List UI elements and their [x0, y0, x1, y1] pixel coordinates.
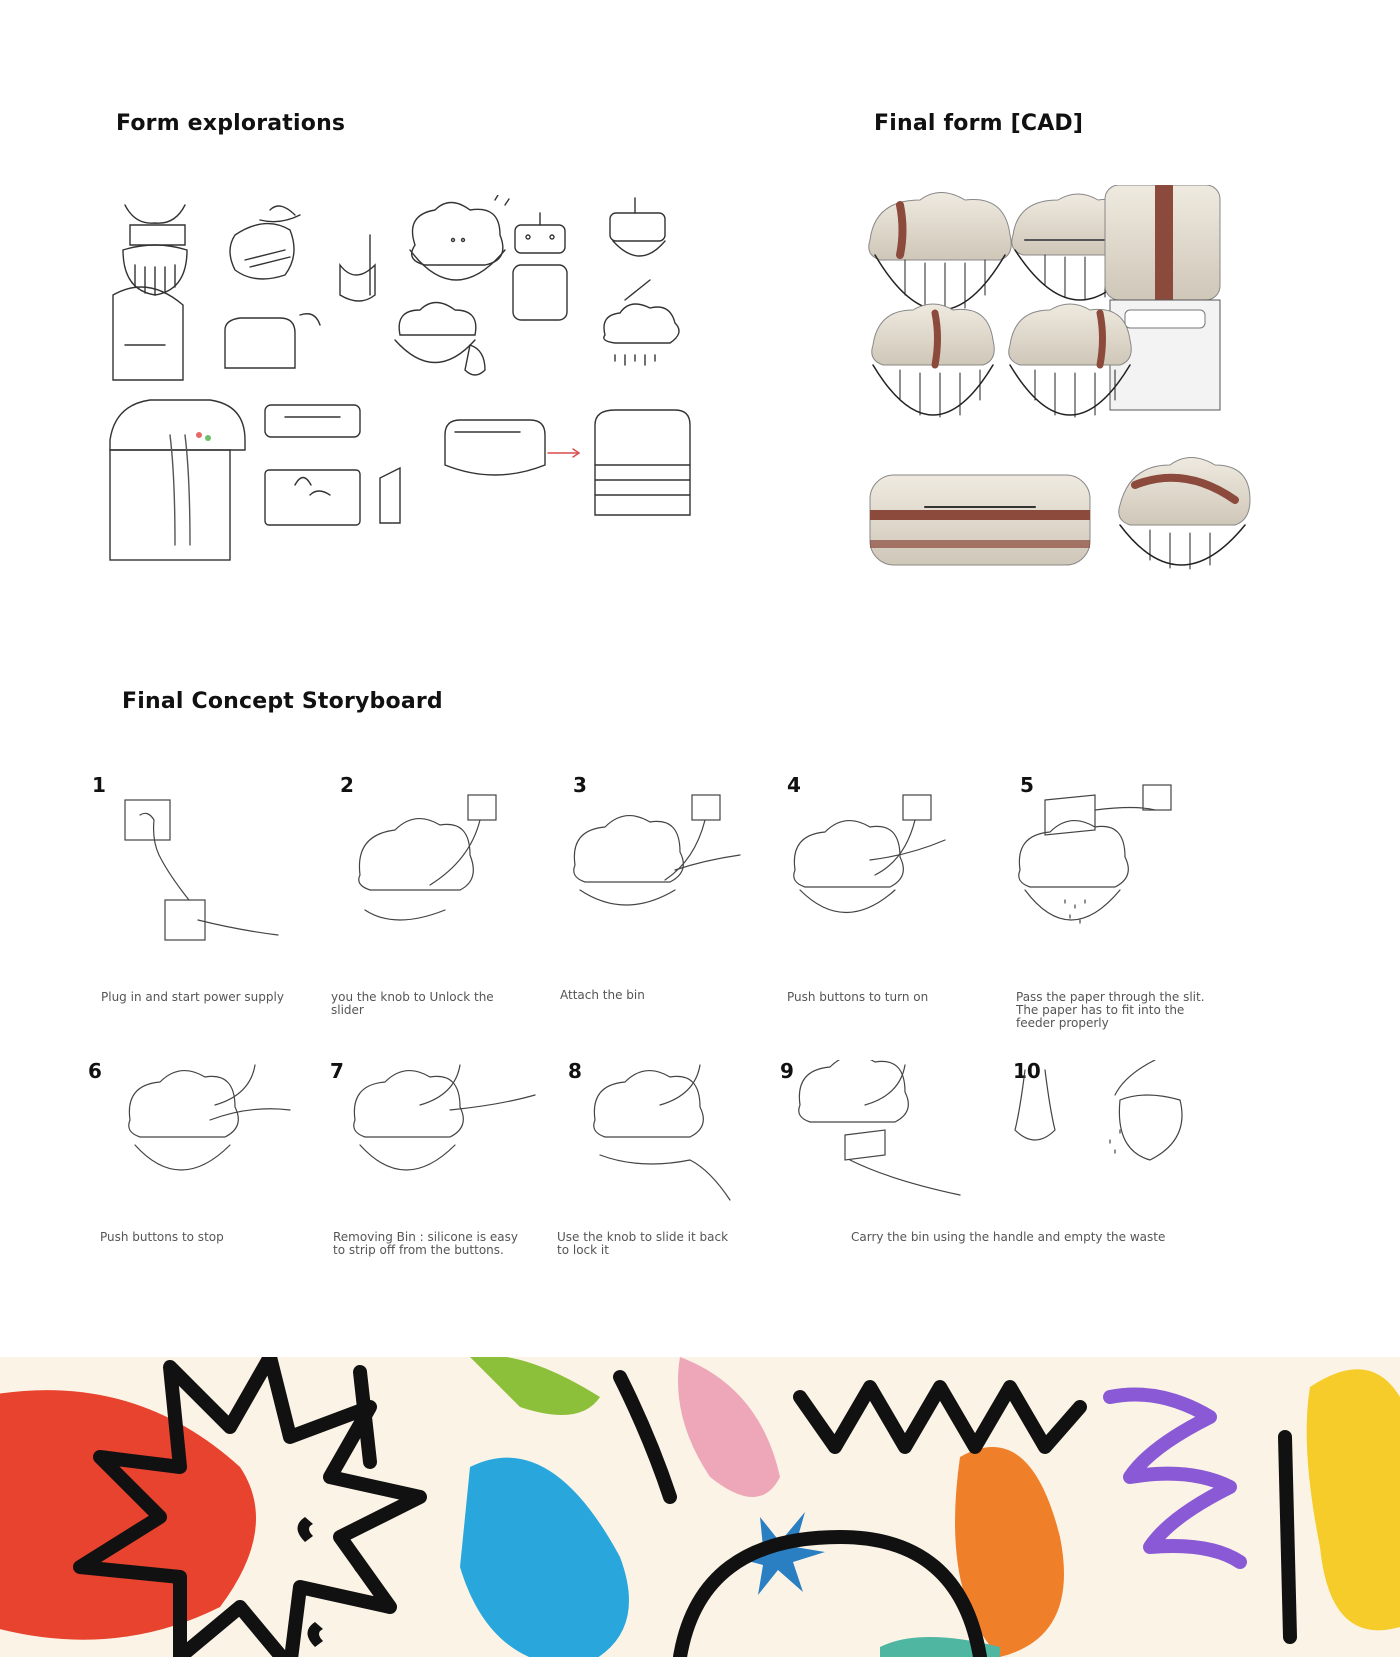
cad-renders: [865, 185, 1295, 580]
step-3-number: 3: [573, 773, 587, 797]
step-4-caption: Push buttons to turn on: [787, 990, 929, 1004]
step-9-number: 9: [780, 1059, 794, 1083]
step-8-illustration: [594, 1065, 730, 1200]
step-6-number: 6: [88, 1059, 102, 1083]
sketch-cloud-bin-2: [395, 303, 485, 376]
sketch-elephant-bin: [225, 314, 320, 368]
cad-render-front-left: [869, 193, 1012, 314]
sketch-tall-bin: [113, 287, 183, 380]
step-3-illustration: [574, 795, 740, 905]
step-6-caption: Push buttons to stop: [100, 1230, 224, 1244]
step-10-number: 10: [1013, 1059, 1041, 1083]
step-8-caption: Use the knob to slide it back to lock it: [557, 1230, 729, 1257]
step-9-illustration: [799, 1060, 960, 1195]
step-3-caption: Attach the bin: [560, 988, 645, 1002]
step-10-illustration: [1015, 1060, 1182, 1160]
sketch-box-bin: [610, 198, 665, 256]
sketch-bull-shape: [123, 205, 187, 295]
sketch-robot-bin: [513, 213, 567, 320]
step-8-number: 8: [568, 1059, 582, 1083]
step-2-number: 2: [340, 773, 354, 797]
step-4-number: 4: [787, 773, 801, 797]
step-1-caption: Plug in and start power supply: [101, 990, 284, 1004]
step-5-number: 5: [1020, 773, 1034, 797]
sketch-shredder-evolution: [445, 410, 690, 515]
cad-render-angled: [1119, 458, 1250, 570]
step-7-number: 7: [330, 1059, 344, 1083]
sketch-whale-shape: [230, 206, 300, 279]
step-9-caption: Carry the bin using the handle and empty the waste: [851, 1230, 1166, 1244]
cad-render-wide: [870, 475, 1090, 565]
sketch-tissue-box: [265, 405, 360, 525]
step-5-caption: Pass the paper through the slit. The paper has to fit into the feeder properly: [1016, 990, 1205, 1030]
sketch-giraffe-box: [110, 400, 245, 560]
step-7-illustration: [354, 1065, 535, 1170]
form-explorations-title: Form explorations: [116, 111, 346, 136]
step-7-caption: Removing Bin : silicone is easy to strip off from the buttons.: [333, 1230, 519, 1257]
sketch-wall-bin: [340, 235, 375, 301]
decorative-banner: [0, 1357, 1400, 1657]
storyboard-title: Final Concept Storyboard: [122, 689, 443, 714]
step-1-illustration: [125, 800, 278, 940]
step-2-illustration: [359, 795, 496, 920]
step-2-caption: you the knob to Unlock the slider: [331, 990, 494, 1017]
step-6-illustration: [129, 1065, 290, 1170]
cad-render-back-left: [872, 304, 995, 417]
step-1-number: 1: [92, 773, 106, 797]
sketch-rain-cloud: [604, 280, 679, 365]
storyboard-row-2-illustrations: [110, 1060, 1210, 1210]
step-5-illustration: [1019, 785, 1171, 923]
sketch-cloud-bin: [410, 195, 509, 280]
form-explorations-sketches: [95, 195, 735, 605]
step-4-illustration: [794, 795, 945, 913]
final-form-title: Final form [CAD]: [874, 111, 1084, 136]
storyboard-row-1-illustrations: [110, 780, 1210, 965]
sketch-side-profile: [380, 468, 400, 523]
